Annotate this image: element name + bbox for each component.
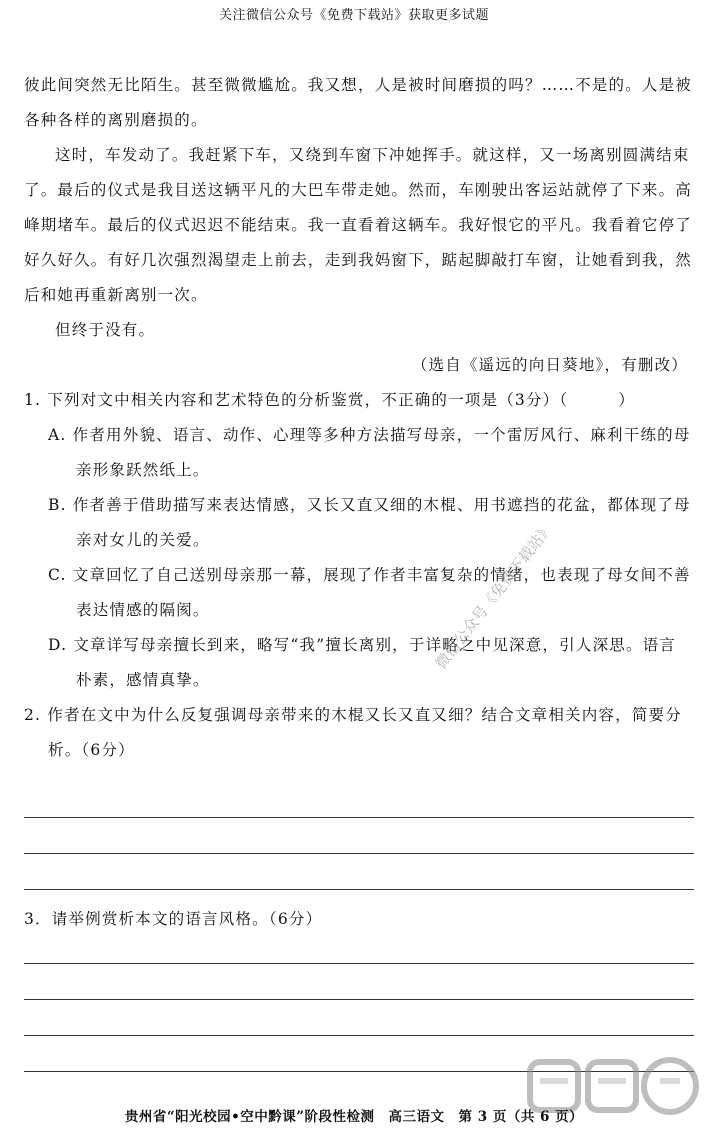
passage-paragraph-2: 这时，车发动了。我赶紧下车，又绕到车窗下冲她挥手。就这样，又一场离别圆满结束了。最后的仪式是我目送这辆平凡的大巴车带走她。然而，车刚驶出客运站就停了下来。高峰期堵车。最后的仪式迟迟不能结束。我一直看着这辆车。我好恨它的平凡。我看着它停了好久好久。有好几次强烈渴望走上前去，走到我妈窗下，踮起脚敲打车窗，让她看到我，然后和她再重新离别一次。 (24, 146, 693, 304)
passage-and-questions (24, 68, 692, 768)
question-1-option-c: C. 文章回忆了自己送别母亲那一幕，展现了作者丰富复杂的情绪，也表现了母女间不善表达情感的隔阂。 (48, 566, 691, 619)
passage-source: （选自《遥远的向日葵地》，有删改） (411, 356, 688, 374)
passage-paragraph-1: 彼此间突然无比陌生。甚至微微尴尬。我又想，人是被时间磨损的吗？……不是的。人是被各种各样的离别磨损的。 (24, 76, 693, 129)
passage-paragraph-3: 但终于没有。 (55, 321, 156, 339)
question-1-option-b: B. 作者善于借助描写来表达情感，又长又直又细的木棍、用书遮挡的花盆，都体现了母亲对女儿的关爱。 (48, 496, 691, 549)
question-1-option-a: A. 作者用外貌、语言、动作、心理等多种方法描写母亲，一个雷厉风行、麻利干练的母亲形象跃然纸上。 (48, 426, 691, 479)
answer-line (24, 963, 694, 964)
question-1-stem: 1. 下列对文中相关内容和艺术特色的分析鉴赏，不正确的一项是（3分）（ ） (24, 391, 636, 409)
question-2-stem: 2. 作者在文中为什么反复强调母亲带来的木棍又长又直又细？结合文章相关内容，简要分析。（6分） (24, 706, 682, 759)
page-header: 关注微信公众号《免费下载站》获取更多试题 (218, 8, 489, 23)
diagonal-watermark: 微信公众号《免费下载站》 (431, 519, 557, 673)
question-3-stem: 3．请举例赏析本文的语言风格。（6分） (24, 910, 323, 928)
question-1-option-d: D. 文章详写母亲擅长到来，略写“我”擅长离别，于详略之中见深意，引人深思。语言朴素，感情真挚。 (48, 636, 677, 689)
answer-line (24, 853, 694, 854)
answer-line (24, 817, 694, 818)
answer-line (24, 889, 694, 890)
question-3-block (24, 902, 692, 937)
answer-line (24, 999, 694, 1000)
page-footer: 贵州省“阳光校园•空中黔课”阶段性检测 高三语文 第 3 页（共 6 页） (124, 1109, 584, 1125)
